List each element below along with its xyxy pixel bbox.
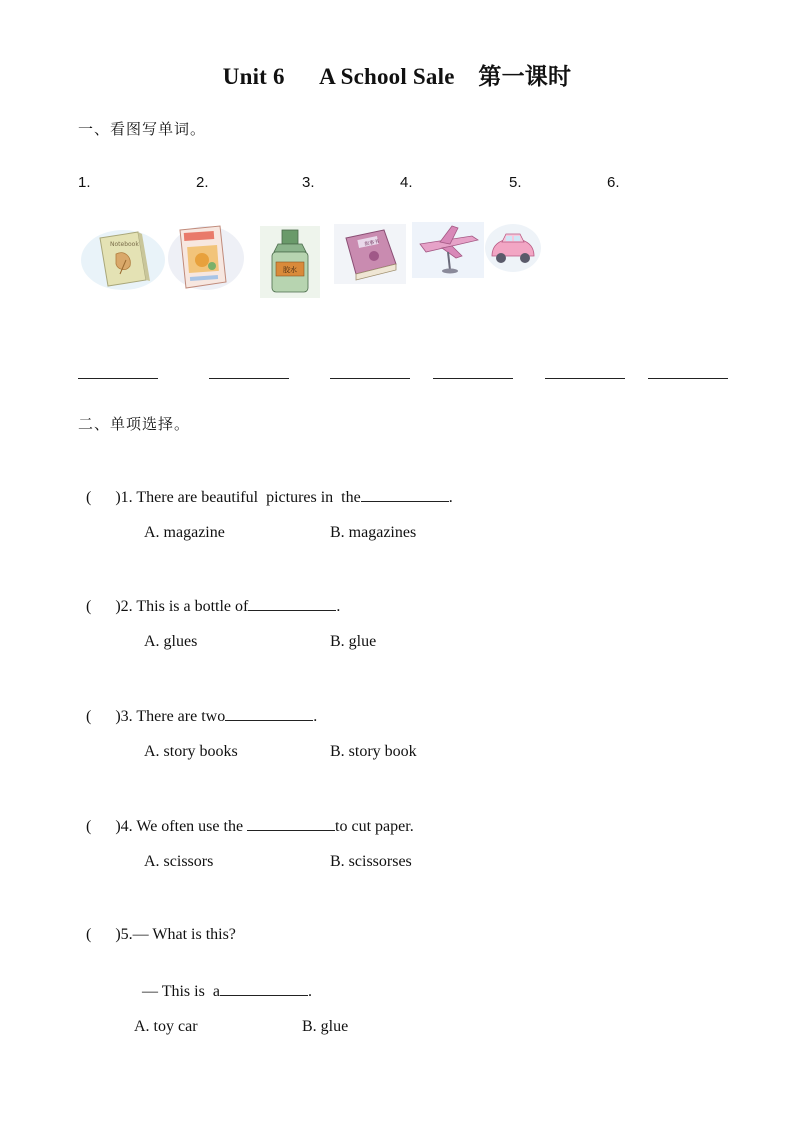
option-3a[interactable]: A. story books: [144, 743, 238, 760]
question-text: 4. We often use the: [120, 818, 248, 835]
question-5: [78, 908, 236, 944]
story-book-icon: [334, 224, 406, 289]
option-1a[interactable]: A. magazine: [144, 524, 225, 541]
notebook-icon: [80, 226, 166, 297]
magazine-icon: [166, 222, 244, 297]
question-1: ( )1. There are beautiful pictures in the .: [86, 489, 453, 506]
option-2b[interactable]: B. glue: [330, 633, 377, 650]
answer-blank-3[interactable]: [330, 378, 410, 379]
question-5-answer-line: — This is a .: [142, 983, 312, 1000]
toy-car-icon: [484, 222, 542, 279]
section-2-heading: 二、单项选择。: [78, 415, 191, 433]
glue-label: 胶水: [283, 266, 297, 274]
question-text: 5.— What is this?: [120, 926, 236, 943]
option-5a[interactable]: A. toy car: [134, 1018, 198, 1035]
answer-blank-6[interactable]: [648, 378, 728, 379]
option-4a[interactable]: A. scissors: [144, 853, 214, 870]
page-title: Unit 6 A School Sale 第一课时: [222, 64, 572, 89]
item-number-5: 5.: [509, 174, 522, 191]
item-number-1: 1.: [78, 174, 91, 191]
toy-plane-icon: [412, 222, 484, 283]
answer-paren[interactable]: ( ): [86, 818, 121, 835]
item-number-6: 6.: [607, 174, 620, 191]
option-1b[interactable]: B. magazines: [330, 524, 417, 541]
story-book-label: 故事书: [363, 238, 380, 248]
item-number-2: 2.: [196, 174, 209, 191]
question-text: 2. This is a bottle of: [120, 598, 249, 615]
section-1-heading: 一、看图写单词。: [78, 120, 207, 138]
option-3b[interactable]: B. story book: [330, 743, 417, 760]
answer-paren[interactable]: ( ): [86, 708, 121, 725]
answer-blank-4[interactable]: [433, 378, 513, 379]
question-3: ( )3. There are two .: [86, 708, 318, 725]
option-5b[interactable]: B. glue: [302, 1018, 349, 1035]
fill-blank[interactable]: [248, 596, 336, 611]
answer-blank-2[interactable]: [209, 378, 289, 379]
answer-blank-5[interactable]: [545, 378, 625, 379]
fill-blank[interactable]: [361, 487, 449, 502]
answer-paren[interactable]: ( ): [86, 926, 121, 943]
question-2: ( )2. This is a bottle of .: [86, 598, 341, 615]
notebook-label: Notebook: [110, 241, 139, 248]
fill-blank[interactable]: [247, 816, 335, 831]
question-text: 3. There are two: [120, 708, 226, 725]
item-number-4: 4.: [400, 174, 413, 191]
item-number-3: 3.: [302, 174, 315, 191]
fill-blank[interactable]: [225, 706, 313, 721]
question-4: ( )4. We often use the to cut paper.: [86, 818, 414, 835]
fill-blank[interactable]: [220, 981, 308, 996]
glue-bottle-icon: [258, 224, 322, 305]
answer-paren[interactable]: ( ): [86, 598, 121, 615]
answer-paren[interactable]: ( ): [86, 489, 121, 506]
option-2a[interactable]: A. glues: [144, 633, 198, 650]
option-4b[interactable]: B. scissorses: [330, 853, 412, 870]
question-text: 1. There are beautiful pictures in the: [120, 489, 361, 506]
answer-blank-1[interactable]: [78, 378, 158, 379]
